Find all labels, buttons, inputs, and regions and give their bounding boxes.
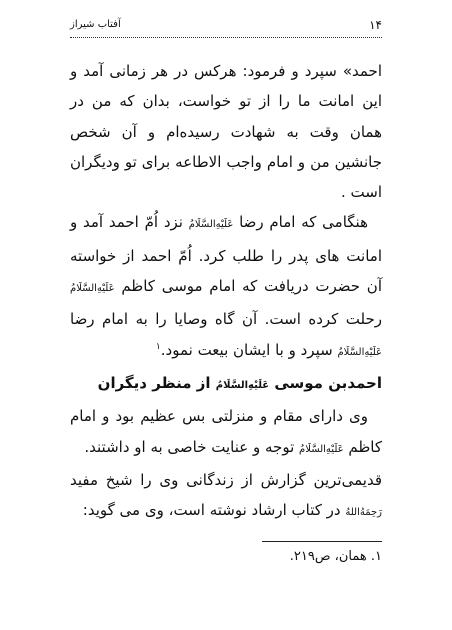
paragraph-1: [70, 56, 382, 207]
honorific-ligature: عَلَيْهِ‌السَّلَامُ: [337, 346, 382, 358]
page-number: ۱۴: [369, 18, 382, 32]
honorific-ligature: عَلَيْهِ‌السَّلَامُ: [70, 283, 115, 295]
header-divider: [70, 37, 382, 38]
honorific-ligature: رَحِمَهُ‌اللهُ: [345, 507, 382, 519]
section-heading-text-a: احمدبن موسی: [269, 373, 382, 392]
paragraph-4-text-a: قدیمی‌ترین گزارش از زندگانی وی را شیخ مفید: [70, 470, 382, 489]
footnote-reference[interactable]: ۱: [155, 341, 161, 352]
section-heading-text-b: از منظر دیگران: [97, 373, 216, 392]
paragraph-2: [70, 207, 382, 367]
honorific-ligature: عَلَيْهِ‌السَّلَامُ: [215, 379, 270, 391]
section-heading: [70, 368, 382, 401]
honorific-ligature: عَلَيْهِ‌السَّلَامُ: [299, 443, 344, 455]
paragraph-2-text-d: سپرد و با ایشان بیعت نمود.: [160, 340, 338, 359]
paragraph-2-text-a: هنگامی که امام رضا: [233, 213, 368, 232]
paragraph-1-text: احمد» سپرد و فرمود: هرکس در هر زمانی آمد و این امانت ما را از تو خواست، بدان که من در همان وقت به شهادت رسیده‌ام و آن شخص جانشین من و امام واجب الاطاعه برای تو ودیگران است .: [70, 62, 382, 202]
honorific-ligature: عَلَيْهِ‌السَّلَامُ: [188, 219, 234, 231]
paragraph-3-text-a: وی دارای مقام و منزلتی بس عظیم بود و امام کاظم: [70, 407, 382, 456]
paragraph-2-text-c: رحلت کرده است. آن گاه وصایا را به امام رضا: [70, 310, 382, 329]
paragraph-4: [70, 465, 382, 529]
paragraph-3-text-b: توجه و عنایت خاصی به او داشتند.: [84, 437, 300, 456]
paragraph-2-text-b: نزد اُمّ احمد آمد و امانت های پدر را طلب کرد. اُمّ احمد از خواسته آن حضرت دریافت که امام موسی کاظم: [70, 213, 382, 296]
running-header: [70, 16, 382, 34]
main-text: [70, 56, 382, 528]
footnote-divider: [262, 541, 382, 542]
paragraph-3: [70, 401, 382, 465]
paragraph-4-text-b: در کتاب ارشاد نوشته است، وی می گوید:: [82, 501, 346, 520]
book-title: آفتاب شیراز: [70, 19, 121, 30]
footnote: ۱. همان، ص۲۱۹.: [289, 549, 382, 564]
